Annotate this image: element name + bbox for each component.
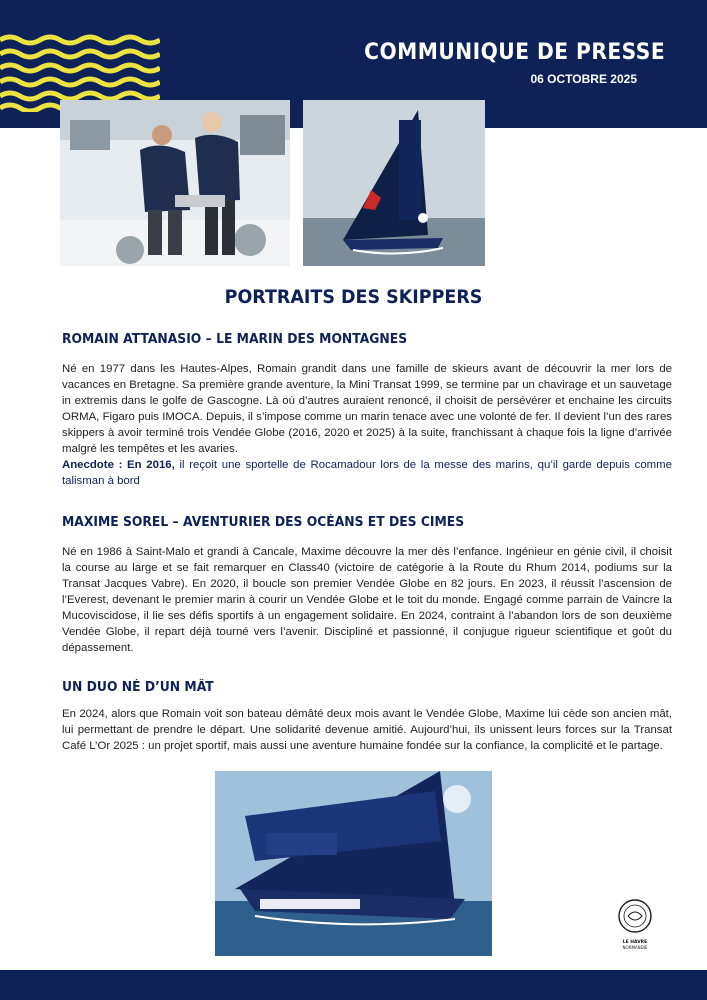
logo-line1: LE HAVRE [622, 940, 648, 945]
section-heading-romain: ROMAIN ATTANASIO – LE MARIN DES MONTAGNES [62, 332, 408, 347]
section-body-romain: Né en 1977 dans les Hautes-Alpes, Romain grandit dans une famille de skieurs avant de découvrir la mer lors de vacances en Bretagne. Sa première grande aventure, la Mini Transat 1999, se termine par un chavirage et un sauvetage in extremis dans le golfe de Gascogne. Là où d’autres auraient renoncé, il choisit de persévérer et enchaine les circuits ORMA, Figaro puis IMOCA. Depuis, il s’impose comme un marin tenace avec une volonté de fer. Il devient l’un des rares skippers à avoir terminé trois Vendée Globe (2016, 2020 et 2025) à la suite, franchissant à chaque fois la ligne d’arrivée malgré les tempêtes et les avaries. [62, 363, 672, 455]
header-date: 06 OCTOBRE 2025 [530, 72, 637, 86]
anecdote-label: Anecdote : En 2016, [62, 459, 175, 471]
page-title: PORTRAITS DES SKIPPERS [224, 286, 483, 308]
section-body-duo: En 2024, alors que Romain voit son bateau démâté deux mois avant le Vendée Globe, Maxime lui cède son ancien mât, lui permettant de prendre le départ. Une solidarité devenue amitié. Aujourd’hui, ils unissent leurs forces sur la Transat Café L’Or 2025 : un projet sportif, mais aussi une aventure humaine fondée sur la confiance, la complicité et le partage. [62, 708, 672, 752]
transat-cafe-logo [613, 896, 657, 952]
duo-sailboat-photo [215, 771, 492, 956]
sailboat-photo [303, 100, 485, 266]
footer-band [0, 970, 707, 1000]
section-heading-duo: UN DUO NÉ D’UN MÂT [62, 680, 214, 695]
section-heading-maxime: MAXIME SOREL – AVENTURIER DES OCÉANS ET DES CIMES [62, 515, 465, 530]
section-body-maxime: Né en 1986 à Saint-Malo et grandi à Cancale, Maxime découvre la mer dès l’enfance. Ingénieur en génie civil, il choisit la course au large et se fait remarquer en Class40 (victoire de catégorie à la Route du Rhum 2014, podiums sur la Transat Jacques Vabre). En 2020, il boucle son premier Vendée Globe en 82 jours. En 2023, il réussit l’ascension de l’Everest, devenant le premier marin à courir un Vendée Globe et le toit du monde. Engagé comme parrain de Vaincre la Mucoviscidose, il lie ses défis sportifs à un engagement solidaire. En 2024, contraint à l’abandon lors de son deuxième Vendée Globe, il repart déjà tourné vers l’avenir. Discipliné et passionné, il conjugue rigueur scientifique et goût du dépassement. [62, 546, 672, 654]
anecdote [62, 457, 672, 489]
logo-line2: NORMANDIE [622, 945, 648, 950]
anecdote-text: il reçoit une sportelle de Rocamadour lors de la messe des marins, qu’il garde depuis comme talisman à bord [62, 459, 672, 487]
skippers-photo [60, 100, 290, 266]
header-title: COMMUNIQUE DE PRESSE [364, 40, 665, 65]
